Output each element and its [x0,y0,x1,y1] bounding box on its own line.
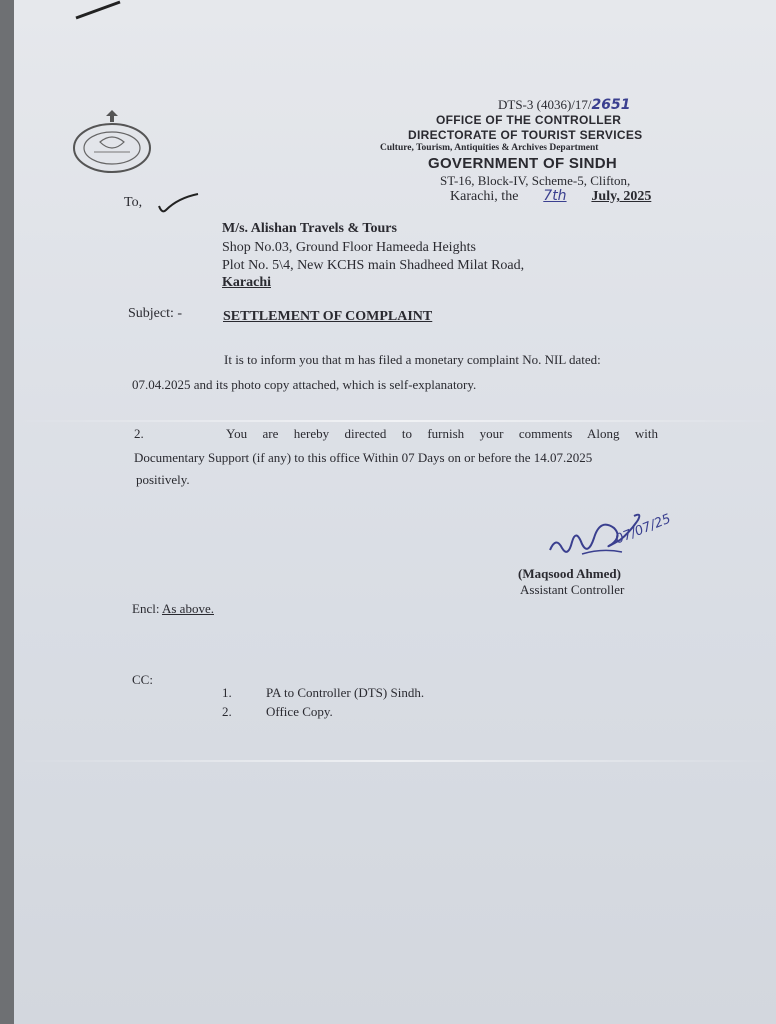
date-prefix: Karachi, the [450,189,519,204]
cc-item-number: 2. [222,704,232,719]
reference-number-printed: DTS-3 (4036)/17/ [498,97,592,112]
government-seal-logo [70,108,154,178]
letter-date [450,188,651,205]
enclosure-label: Encl: [132,601,160,616]
reference-number-handwritten: 2651 [591,97,631,113]
department-name: Culture, Tourism, Antiquities & Archives Department [380,143,599,153]
paragraph2-number: 2. [134,426,144,441]
signatory-name: (Maqsood Ahmed) [518,566,621,581]
paragraph2-line1-text: You are hereby directed to furnish your comments Along with [226,426,658,441]
government-title: GOVERNMENT OF SINDH [428,155,618,172]
paper-fold-line [14,760,776,762]
paper-fold-line [14,420,776,422]
recipient-name: M/s. Alishan Travels & Tours [222,221,397,236]
date-month-year: July, 2025 [591,189,652,204]
office-address: ST-16, Block-IV, Scheme-5, Clifton, [440,173,631,188]
cc-item-text: Office Copy. [266,704,333,719]
recipient-address-line2: Plot No. 5\4, New KCHS main Shadheed Milat Road, [222,258,525,273]
cc-item-number: 1. [222,685,232,700]
directorate-title: DIRECTORATE OF TOURIST SERVICES [408,128,643,142]
office-title: OFFICE OF THE CONTROLLER [436,113,622,127]
recipient-city: Karachi [222,275,271,290]
paragraph1-line1: It is to inform you that m has filed a monetary complaint No. NIL dated: [224,352,601,367]
signatory-title: Assistant Controller [520,582,625,597]
paragraph2-line3: positively. [136,472,190,487]
checkmark-handwritten [156,190,202,216]
pen-stroke-mark [74,0,124,22]
to-label: To, [124,195,143,210]
enclosure-text: As above. [161,601,214,616]
subject-text: SETTLEMENT OF COMPLAINT [223,309,433,324]
signature-date-handwritten: 07/07/25 [613,511,674,548]
enclosure [132,601,214,617]
paragraph2-line1 [226,426,658,442]
paragraph2-line2: Documentary Support (if any) to this office Within 07 Days on or before the 14.07.2025 [134,450,593,465]
recipient-address-line1: Shop No.03, Ground Floor Hameeda Heights [222,240,476,255]
letter-paper [14,0,776,1024]
date-day-handwritten: 7th [543,188,567,204]
subject-label: Subject: - [128,306,183,321]
paragraph1-line2: 07.04.2025 and its photo copy attached, which is self-explanatory. [132,377,477,392]
reference-number [498,97,631,113]
cc-item-text: PA to Controller (DTS) Sindh. [266,685,425,700]
cc-label: CC: [132,672,153,687]
